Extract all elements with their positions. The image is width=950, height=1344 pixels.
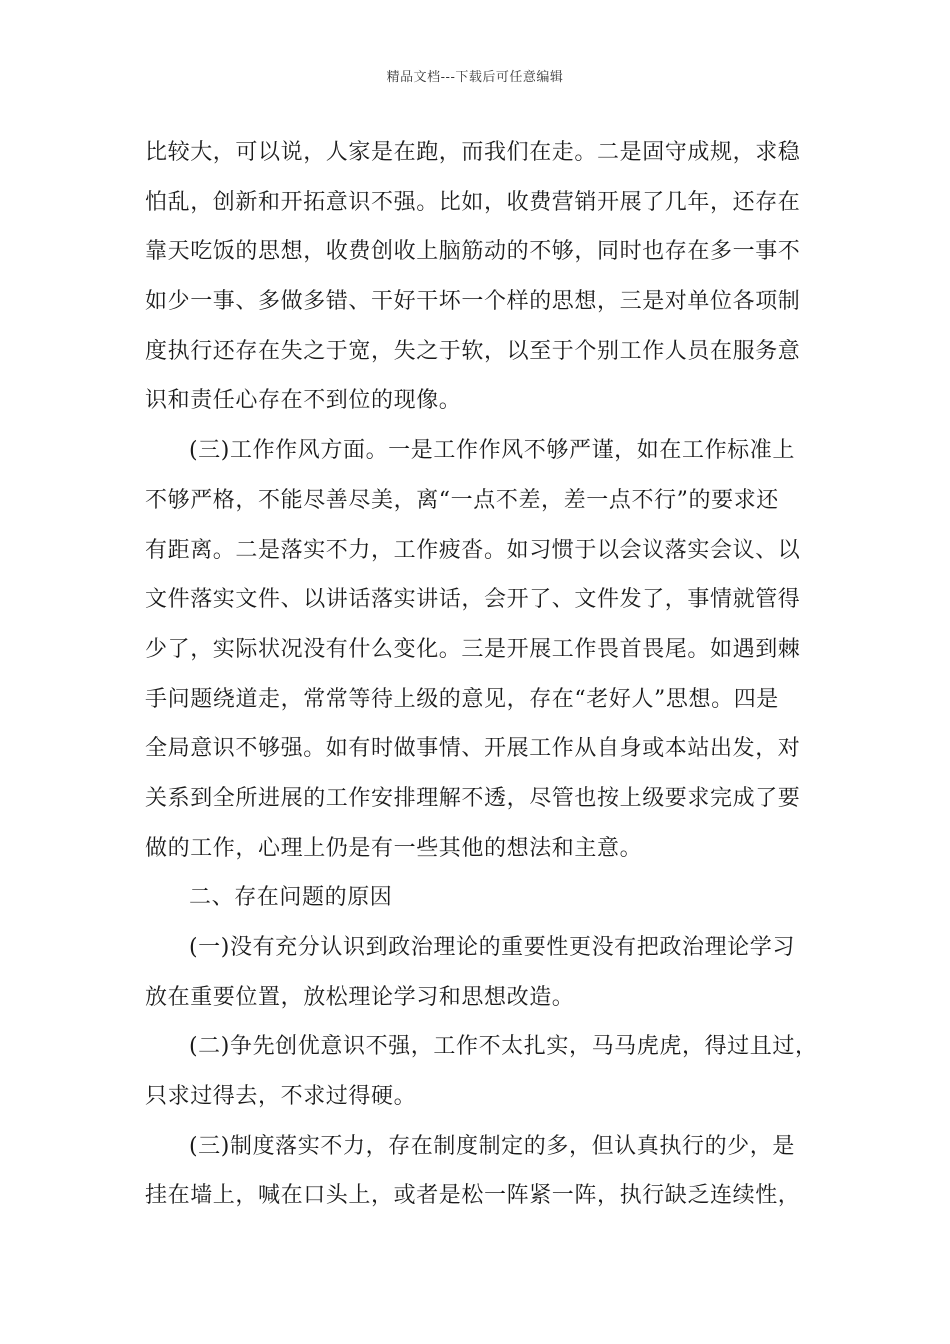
text-line: 做的工作，心理上仍是有一些其他的想法和主意。	[145, 835, 643, 861]
paragraph-start-line: (一)没有充分认识到政治理论的重要性更没有把政治理论学习	[189, 935, 795, 960]
text-line: 只求过得去，不求过得硬。	[145, 1084, 417, 1110]
text-line: 比较大，可以说，人家是在跑，而我们在走。二是固守成规，求稳	[145, 140, 801, 165]
text-line: 关系到全所进展的工作安排理解不透，尽管也按上级要求完成了要	[145, 785, 801, 811]
paragraph-start-line: (三)工作作风方面。一是工作作风不够严谨，如在工作标准上	[189, 438, 795, 464]
text-line: 挂在墙上，喊在口头上，或者是松一阵紧一阵，执行缺乏连续性，	[145, 1183, 801, 1209]
document-body	[145, 128, 818, 1221]
paragraph-start-line: (三)制度落实不力，存在制度制定的多，但认真执行的少，是	[189, 1133, 795, 1159]
text-line: 识和责任心存在不到位的现像。	[145, 388, 462, 414]
text-line: 不够严格，不能尽善尽美，离“一点不差，差一点不行”的要求还	[145, 487, 779, 513]
paragraph-start-line: (二)争先创优意识不强，工作不太扎实，马马虎虎，得过且过，	[189, 1034, 818, 1060]
text-line: 有距离。二是落实不力，工作疲沓。如习惯于以会议落实会议、以	[145, 537, 801, 563]
page-header: 精品文档---下载后可任意编辑	[386, 70, 564, 85]
text-line: 少了，实际状况没有什么变化。三是开展工作畏首畏尾。如遇到棘	[145, 636, 801, 662]
text-line: 怕乱，创新和开拓意识不强。比如，收费营销开展了几年，还存在	[145, 189, 801, 215]
text-line: 手问题绕道走，常常等待上级的意见，存在“老好人”思想。四是	[145, 686, 779, 712]
text-line: 如少一事、多做多错、干好干坏一个样的思想，三是对单位各项制	[145, 289, 801, 315]
text-line: 度执行还存在失之于宽，失之于软，以至于个别工作人员在服务意	[145, 338, 801, 364]
text-line: 靠天吃饭的思想，收费创收上脑筋动的不够，同时也存在多一事不	[145, 239, 801, 265]
text-line: 全局意识不够强。如有时做事情、开展工作从自身或本站出发，对	[145, 736, 801, 762]
text-line: 放在重要位置，放松理论学习和思想改造。	[145, 984, 575, 1010]
text-line: 文件落实文件、以讲话落实讲话，会开了、文件发了，事情就管得	[145, 587, 801, 613]
section-heading: 二、存在问题的原因	[189, 885, 393, 911]
